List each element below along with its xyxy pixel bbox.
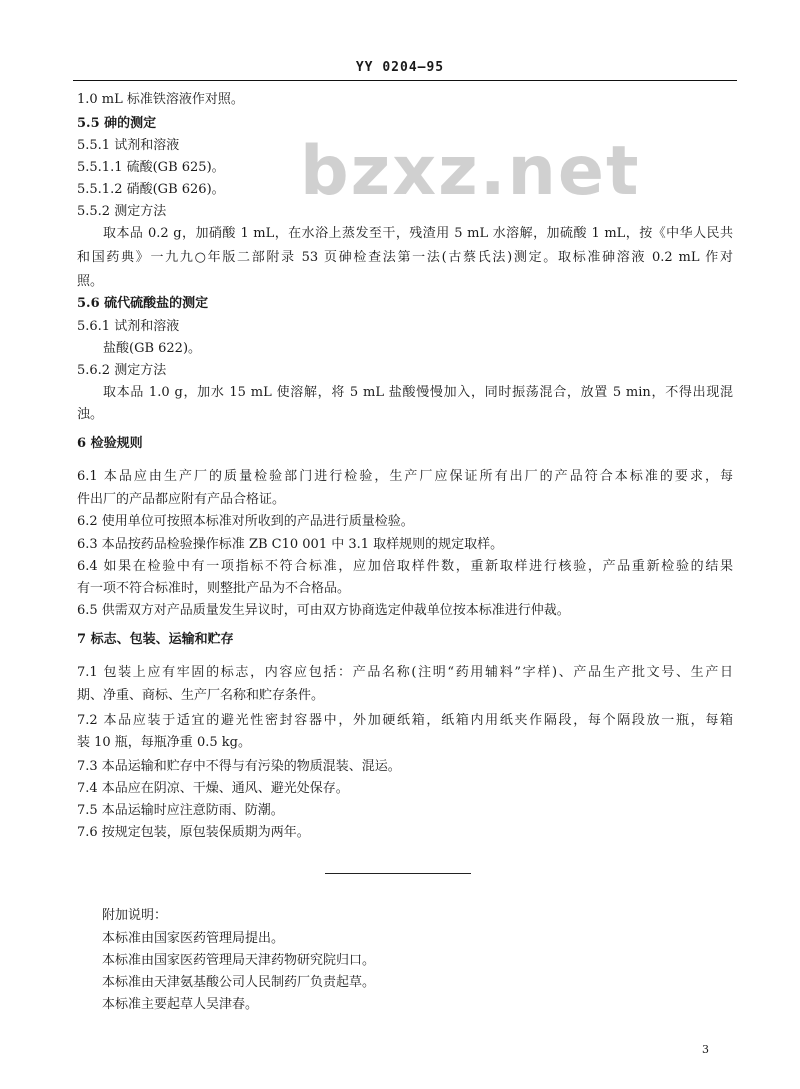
standard-code-header: YY 0204—95 bbox=[355, 60, 445, 75]
body-line: 7.1 包装上应有牢固的标志，内容应包括：产品名称(注明“药用辅料”字样)、产品生产批文号、生产日 bbox=[77, 665, 733, 680]
body-line: 1.0 mL 标准铁溶液作对照。 bbox=[77, 92, 244, 107]
watermark: bzxz.net bbox=[300, 132, 641, 211]
body-line: 有一项不符合标准时，则整批产品为不合格品。 bbox=[77, 581, 351, 596]
chapter-heading: 6 检验规则 bbox=[77, 436, 143, 451]
body-line: 6.2 使用单位可按照本标准对所收到的产品进行质量检验。 bbox=[77, 514, 414, 529]
page-number: 3 bbox=[702, 1043, 709, 1056]
body-line: 5.5.1.2 硝酸(GB 626)。 bbox=[77, 182, 225, 197]
section-heading: 5.5 砷的测定 bbox=[77, 116, 157, 131]
body-line: 取本品 1.0 g，加水 15 mL 使溶解，将 5 mL 盐酸慢慢加入，同时振荡混合，放置 5 min，不得出现混 bbox=[103, 385, 733, 400]
body-line: 盐酸(GB 622)。 bbox=[103, 341, 202, 356]
body-line: 6.4 如果在检验中有一项指标不符合标准，应加倍取样件数，重新取样进行核验，产品重新检验的结果 bbox=[77, 559, 733, 574]
header-rule bbox=[73, 80, 737, 81]
notes-title: 附加说明： bbox=[102, 908, 168, 923]
body-line: 7.6 按规定包装，原包装保质期为两年。 bbox=[77, 825, 310, 840]
body-line: 期、净重、商标、生产厂名称和贮存条件。 bbox=[77, 688, 325, 703]
subsection-heading: 5.5.2 测定方法 bbox=[77, 204, 167, 219]
body-line: 浊。 bbox=[77, 407, 104, 422]
body-line: 和国药典》一九九○年版二部附录 53 页砷检查法第一法(古蔡氏法)测定。取标准砷溶液 0.2 mL 作对 bbox=[77, 250, 733, 265]
body-line: 7.2 本品应装于适宜的避光性密封容器中，外加硬纸箱，纸箱内用纸夹作隔段，每个隔段放一瓶，每箱 bbox=[77, 713, 733, 728]
body-line: 件出厂的产品都应附有产品合格证。 bbox=[77, 492, 286, 507]
end-rule bbox=[325, 873, 471, 874]
body-line: 5.5.1.1 硫酸(GB 625)。 bbox=[77, 160, 225, 175]
body-line: 7.4 本品应在阴凉、干燥、通风、避光处保存。 bbox=[77, 781, 349, 796]
chapter-heading: 7 标志、包装、运输和贮存 bbox=[77, 632, 234, 647]
body-line: 6.1 本品应由生产厂的质量检验部门进行检验，生产厂应保证所有出厂的产品符合本标准的要求，每 bbox=[77, 469, 733, 484]
note-line: 本标准由国家医药管理局提出。 bbox=[102, 931, 285, 946]
body-line: 6.5 供需双方对产品质量发生异议时，可由双方协商选定仲裁单位按本标准进行仲裁。 bbox=[77, 603, 570, 618]
body-line: 取本品 0.2 g，加硝酸 1 mL，在水浴上蒸发至干，残渣用 5 mL 水溶解，加硫酸 1 mL，按《中华人民共 bbox=[103, 226, 733, 241]
note-line: 本标准由国家医药管理局天津药物研究院归口。 bbox=[102, 953, 376, 968]
body-line: 装 10 瓶，每瓶净重 0.5 kg。 bbox=[77, 735, 251, 750]
body-line: 照。 bbox=[77, 274, 104, 289]
subsection-heading: 5.6.1 试剂和溶液 bbox=[77, 319, 180, 334]
note-line: 本标准由天津氨基酸公司人民制药厂负责起草。 bbox=[102, 975, 376, 990]
body-line: 7.3 本品运输和贮存中不得与有污染的物质混装、混运。 bbox=[77, 759, 401, 774]
subsection-heading: 5.6.2 测定方法 bbox=[77, 363, 167, 378]
note-line: 本标准主要起草人吴津春。 bbox=[102, 997, 259, 1012]
body-line: 7.5 本品运输时应注意防雨、防潮。 bbox=[77, 803, 284, 818]
body-line: 6.3 本品按药品检验操作标准 ZB C10 001 中 3.1 取样规则的规定取样。 bbox=[77, 537, 504, 552]
subsection-heading: 5.5.1 试剂和溶液 bbox=[77, 138, 180, 153]
section-heading: 5.6 硫代硫酸盐的测定 bbox=[77, 296, 209, 311]
